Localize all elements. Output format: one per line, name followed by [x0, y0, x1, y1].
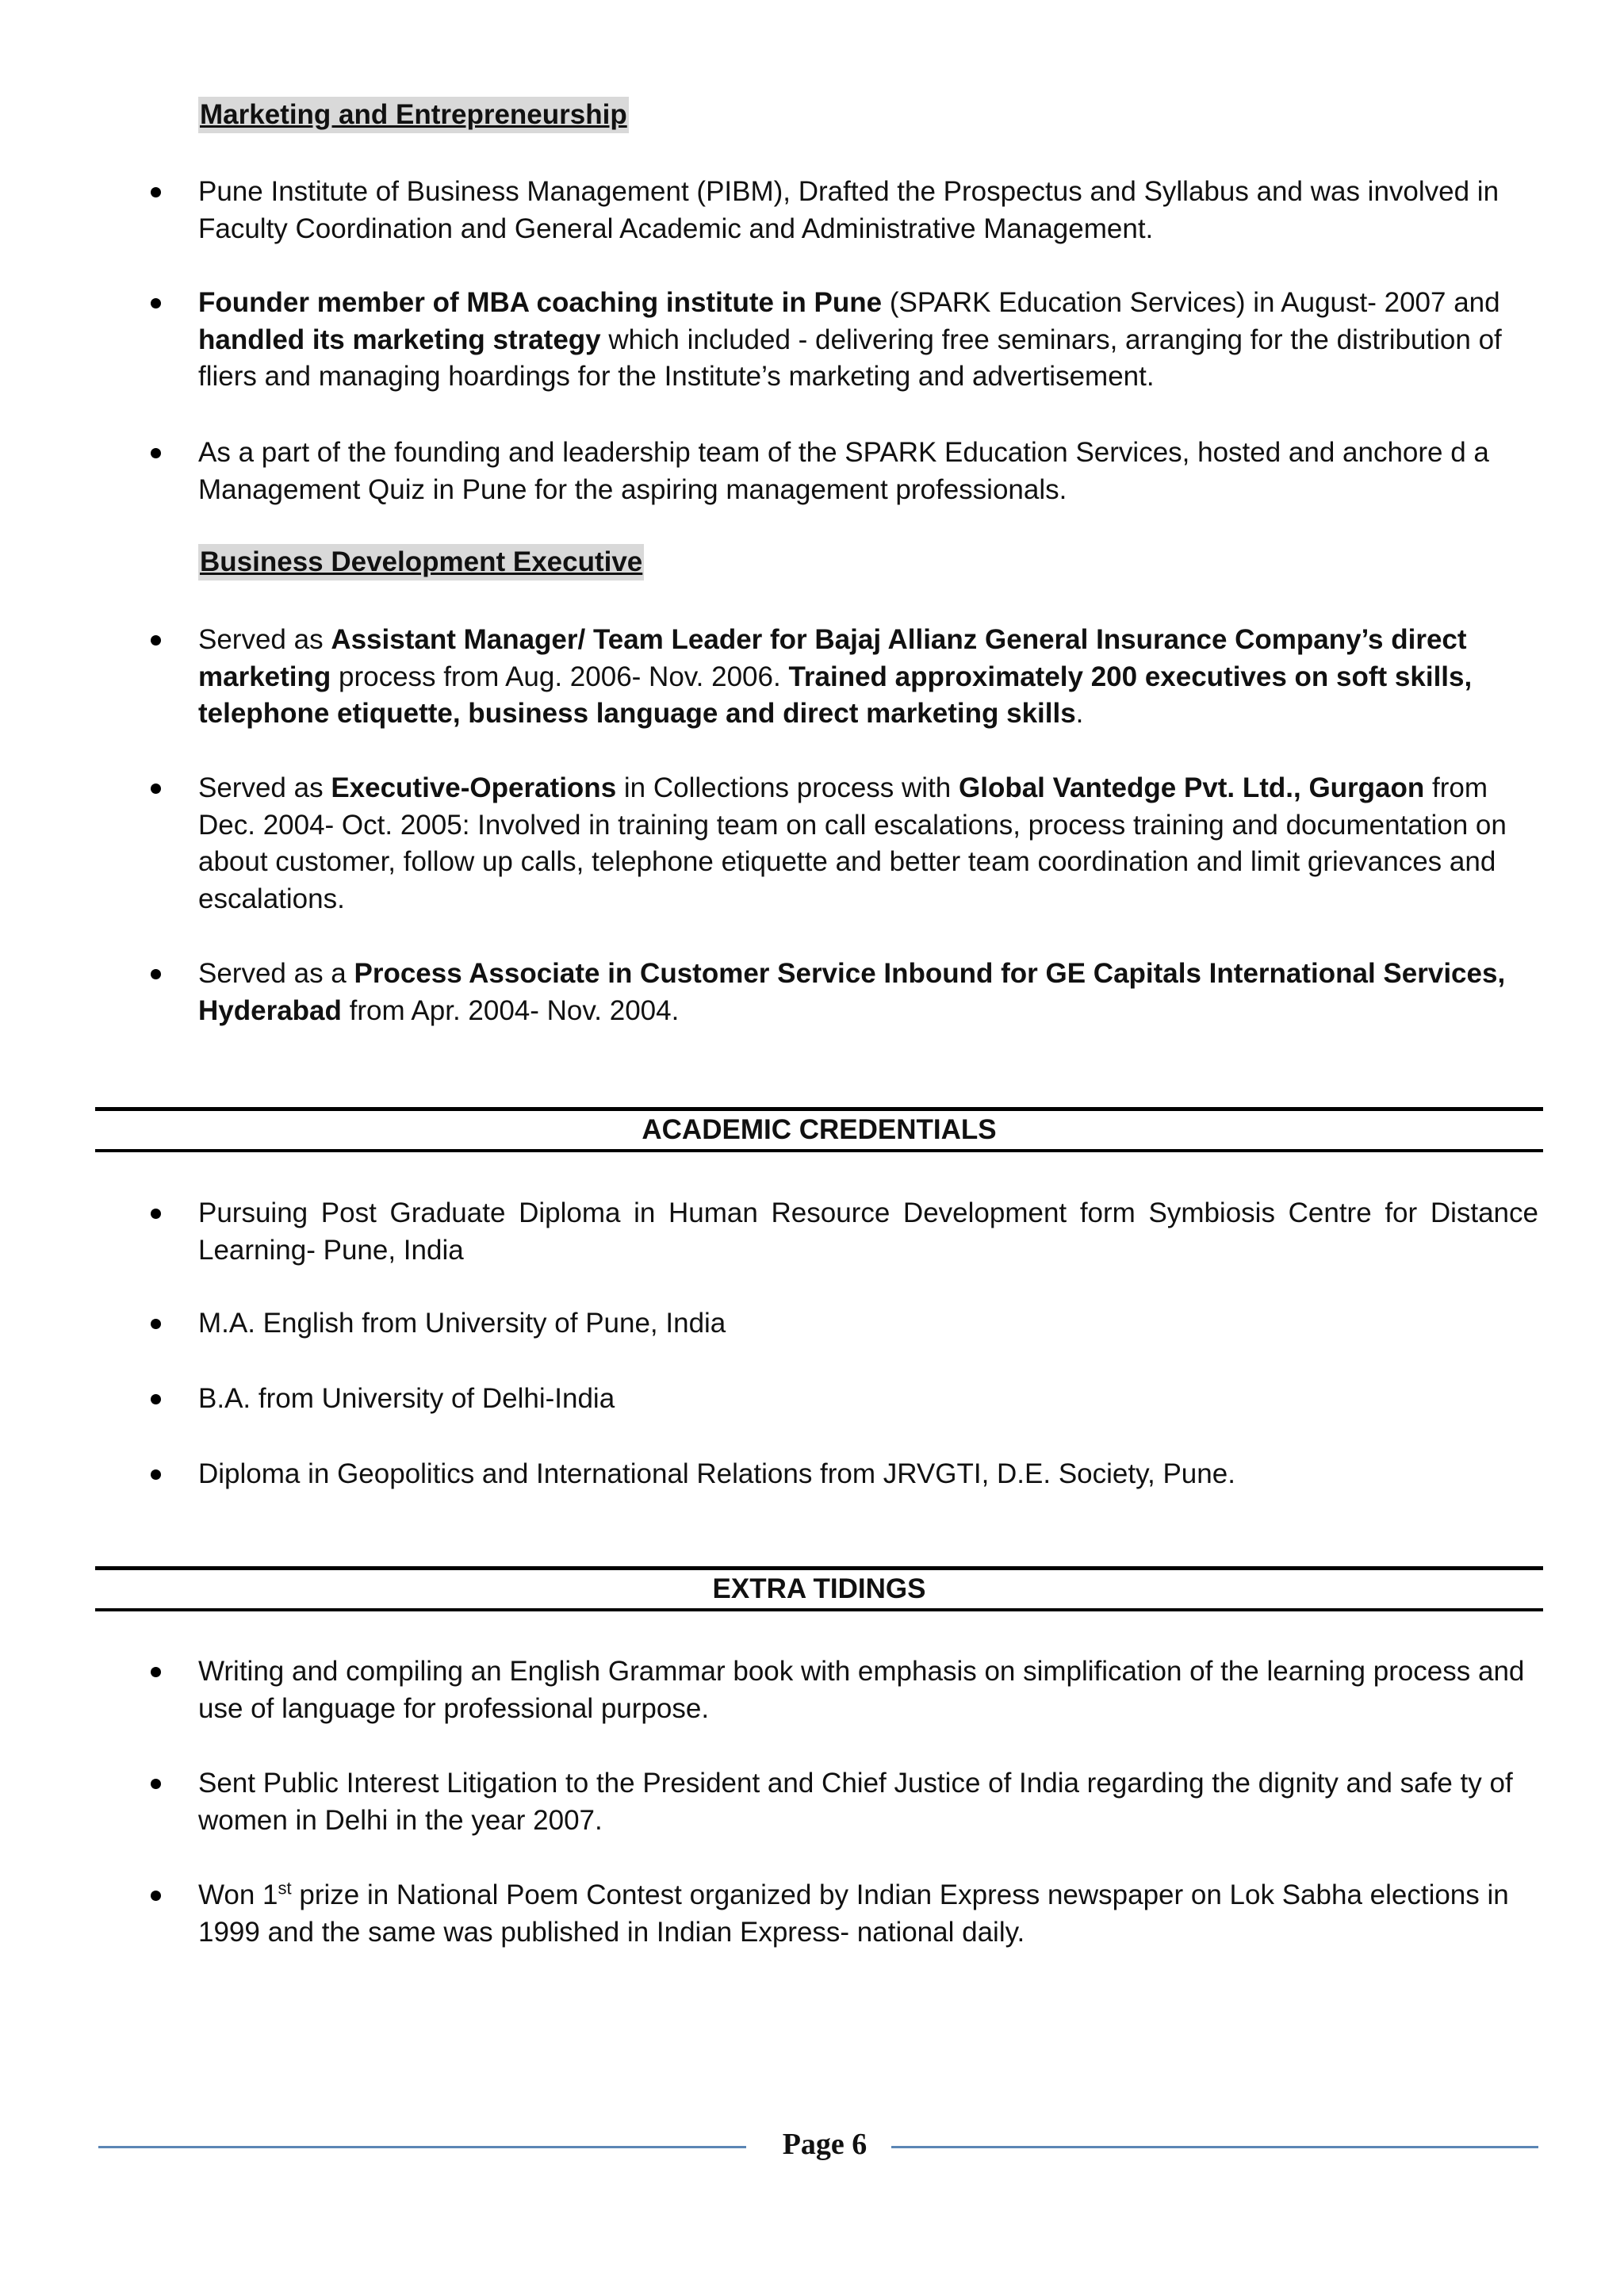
- bullet-icon: [151, 187, 161, 197]
- bold-text: Founder member of MBA coaching institute in Pune: [198, 287, 883, 318]
- extra-bullet-poem: [198, 1877, 1538, 1951]
- bullet-text: [198, 285, 1538, 396]
- plain-text: .: [1075, 698, 1084, 729]
- bold-text: Process Associate in Customer Service Inbound for GE Capitals International Services, Hyderabad: [198, 958, 1506, 1026]
- bold-text: Global Vantedge Pvt. Ltd., Gurgaon: [959, 772, 1425, 803]
- bullet-text: Sent Public Interest Litigation to the President and Chief Justice of India regarding the dignity and safe ty of women in Delhi in the year 2007.: [198, 1768, 1513, 1836]
- plain-text: prize in National Poem Contest organized by Indian Express newspaper on Lok Sabha elections in 1999 and the same was published in Indian Express- national daily.: [198, 1879, 1509, 1948]
- section-title: EXTRA TIDINGS: [712, 1573, 926, 1604]
- plain-text: process from Aug. 2006- Nov. 2006.: [331, 661, 789, 692]
- bullet-icon: [151, 1667, 161, 1677]
- plain-text: in Collections process with: [616, 772, 959, 803]
- bullet-icon: [151, 1209, 161, 1219]
- business-bullet-ge: [198, 956, 1538, 1029]
- bullet-text: [198, 770, 1538, 918]
- plain-text: (SPARK Education Services) in August- 2007 and: [882, 287, 1500, 318]
- bullet-text: [198, 956, 1538, 1029]
- academic-section-header: [95, 1107, 1543, 1152]
- business-heading: Business Development Executive: [198, 544, 644, 580]
- bullet-text: [198, 1877, 1538, 1951]
- bold-text: handled its marketing strategy: [198, 324, 601, 355]
- academic-item: [198, 1381, 1538, 1418]
- bullet-icon: [151, 1319, 161, 1329]
- section-title: ACADEMIC CREDENTIALS: [642, 1114, 997, 1145]
- extra-section-header: [95, 1566, 1543, 1611]
- bullet-text: Writing and compiling an English Grammar book with emphasis on simplification of the learning process and use of language for professional purpose.: [198, 1656, 1525, 1724]
- bullet-icon: [151, 1394, 161, 1404]
- academic-item: [198, 1305, 1538, 1343]
- business-bullet-bajaj: [198, 622, 1538, 733]
- plain-text: Served as a: [198, 958, 354, 989]
- bullet-icon: [151, 298, 161, 308]
- superscript: st: [278, 1878, 292, 1898]
- bullet-icon: [151, 784, 161, 794]
- plain-text: from Apr. 2004- Nov. 2004.: [341, 994, 680, 1026]
- bullet-icon: [151, 969, 161, 979]
- bullet-icon: [151, 1469, 161, 1480]
- marketing-heading: Marketing and Entrepreneurship: [198, 97, 629, 133]
- bullet-text: [198, 622, 1538, 733]
- bullet-icon: [151, 448, 161, 458]
- plain-text: Served as: [198, 624, 331, 655]
- marketing-bullet-quiz: [198, 435, 1538, 508]
- bullet-text: As a part of the founding and leadership team of the SPARK Education Services, hosted and anchore d a Management Quiz in Pune for the aspiring management professionals.: [198, 437, 1489, 505]
- bold-text: Trained approximately 200 executives on soft skills, telephone etiquette, business language and direct marketing skills: [198, 661, 1473, 729]
- bullet-icon: [151, 1779, 161, 1789]
- academic-item: [198, 1456, 1538, 1493]
- plain-text: which included - delivering free seminars, arranging for the distribution of fliers and managing hoardings for the Institute’s marketing and advertisement.: [198, 324, 1502, 392]
- bullet-text: Diploma in Geopolitics and International Relations from JRVGTI, D.E. Society, Pune.: [198, 1458, 1235, 1489]
- academic-item: [198, 1195, 1538, 1269]
- extra-bullet-pil: [198, 1765, 1538, 1839]
- marketing-bullet-founder: [198, 285, 1538, 396]
- bold-text: Assistant Manager/ Team Leader for Bajaj Allianz General Insurance Company’s direct marketing: [198, 624, 1467, 692]
- bullet-text: B.A. from University of Delhi-India: [198, 1383, 615, 1414]
- bullet-text: Pursuing Post Graduate Diploma in Human Resource Development form Symbiosis Centre for Distance Learning- Pune, India: [198, 1197, 1538, 1266]
- business-bullet-vantedge: [198, 770, 1538, 918]
- plain-text: Served as: [198, 772, 331, 803]
- footer-rule-right: [891, 2146, 1538, 2148]
- marketing-bullet-pibm: [198, 174, 1538, 247]
- extra-bullet-grammar: [198, 1653, 1538, 1727]
- bullet-text: Pune Institute of Business Management (PIBM), Drafted the Prospectus and Syllabus and was involved in Faculty Coordination and General Academic and Administrative Management.: [198, 176, 1500, 244]
- bullet-text: M.A. English from University of Pune, India: [198, 1308, 726, 1339]
- bullet-icon: [151, 1891, 161, 1901]
- plain-text: from Dec. 2004- Oct. 2005: Involved in training team on call escalations, process training and documentation on about customer, follow up calls, telephone etiquette and better team coordination and limit grievances and escalations.: [198, 772, 1507, 914]
- footer-rule-left: [98, 2146, 746, 2148]
- bullet-icon: [151, 635, 161, 646]
- bold-text: Executive-Operations: [331, 772, 617, 803]
- plain-text: Won 1: [198, 1879, 278, 1910]
- page-number: Page 6: [782, 2128, 868, 2161]
